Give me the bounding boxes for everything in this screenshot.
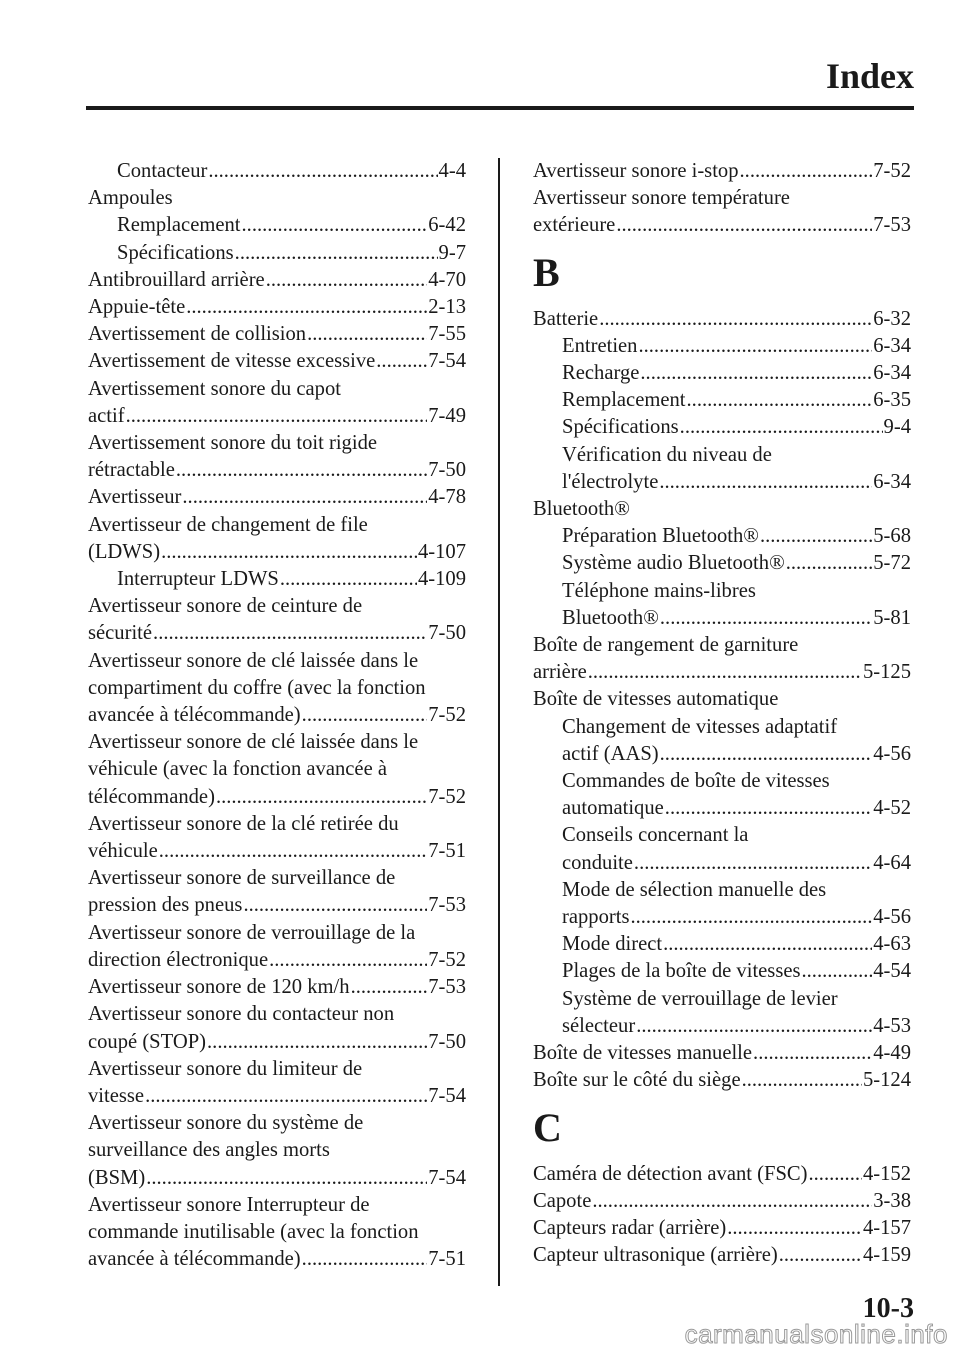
entry-page-number: 6-34 — [873, 334, 911, 357]
index-entry — [88, 920, 466, 947]
entry-label: rapports — [562, 906, 630, 929]
entry-label: Bluetooth® — [533, 498, 630, 521]
entry-label: Avertissement sonore du capot — [88, 377, 341, 400]
dot-leader — [126, 403, 428, 430]
index-entry — [88, 675, 466, 702]
index-entry — [88, 1110, 466, 1137]
index-entry — [533, 632, 911, 659]
index-entry — [88, 1192, 466, 1219]
entry-label: Remplacement — [562, 389, 686, 412]
dot-leader — [302, 702, 428, 729]
entry-label: actif (AAS) — [562, 742, 659, 765]
dot-leader — [660, 741, 873, 768]
index-subentry — [88, 212, 466, 239]
entry-label: Avertisseur sonore de surveillance de — [88, 867, 396, 890]
dot-leader — [376, 348, 427, 375]
dot-leader — [630, 904, 872, 931]
dot-leader — [616, 212, 872, 239]
entry-page-number: 4-157 — [862, 1216, 911, 1239]
entry-page-number: 7-52 — [428, 704, 466, 727]
entry-page-number: 6-42 — [428, 214, 466, 237]
dot-leader — [186, 294, 427, 321]
entry-page-number: 4-64 — [873, 851, 911, 874]
dot-leader — [753, 1040, 872, 1067]
entry-label: Ampoules — [88, 187, 173, 210]
entry-label: actif — [88, 404, 125, 427]
index-subentry — [533, 768, 911, 795]
dot-leader — [307, 321, 427, 348]
index-entry — [88, 838, 466, 865]
index-entry — [88, 1029, 466, 1056]
entry-label: Antibrouillard arrière — [88, 268, 265, 291]
entry-page-number: 9-7 — [438, 241, 466, 264]
entry-label: Avertisseur sonore Interrupteur de — [88, 1193, 370, 1216]
entry-label: sélecteur — [562, 1014, 636, 1037]
index-entry — [533, 686, 911, 713]
entry-page-number: 7-49 — [428, 404, 466, 427]
entry-page-number: 7-53 — [428, 976, 466, 999]
entry-page-number: 7-53 — [873, 214, 911, 237]
index-subentry — [88, 566, 466, 593]
index-entry — [88, 1083, 466, 1110]
index-subentry — [533, 578, 911, 605]
entry-label: l'électrolyte — [562, 470, 659, 493]
entry-page-number: 4-4 — [438, 160, 466, 182]
index-entry — [88, 593, 466, 620]
entry-page-number: 4-70 — [428, 268, 466, 291]
index-entry — [88, 811, 466, 838]
column-divider — [498, 158, 500, 1286]
entry-page-number: 7-55 — [428, 323, 466, 346]
entry-label: Boîte de vitesses manuelle — [533, 1042, 753, 1065]
entry-page-number: 6-35 — [873, 389, 911, 412]
entry-page-number: 3-38 — [873, 1189, 911, 1212]
entry-page-number: 6-34 — [873, 362, 911, 385]
index-subentry — [533, 550, 911, 577]
index-subentry — [533, 714, 911, 741]
entry-label: rétractable — [88, 459, 175, 482]
dot-leader — [266, 267, 428, 294]
entry-label: Mode de sélection manuelle des — [562, 878, 827, 901]
index-entry — [88, 784, 466, 811]
index-entry — [88, 974, 466, 1001]
entry-label: Avertisseur sonore du limiteur de — [88, 1057, 363, 1080]
entry-label: direction électronique — [88, 948, 269, 971]
dot-leader — [182, 484, 427, 511]
entry-page-number: 4-54 — [873, 960, 911, 983]
entry-page-number: 2-13 — [428, 296, 466, 319]
dot-leader — [159, 838, 427, 865]
index-entry — [88, 185, 466, 212]
entry-page-number: 4-152 — [862, 1162, 911, 1185]
entry-label: Système de verrouillage de levier — [562, 987, 838, 1010]
entry-label: avancée à télécommande) — [88, 704, 301, 727]
entry-page-number: 7-54 — [428, 350, 466, 373]
entry-label: Avertisseur sonore de la clé retirée du — [88, 812, 399, 835]
entry-label: véhicule — [88, 840, 158, 863]
page-title: Index — [825, 56, 914, 96]
dot-leader — [599, 306, 872, 333]
entry-label: Avertisseur de changement de file — [88, 513, 368, 536]
entry-label: Appuie-tête — [88, 296, 186, 319]
entry-label: véhicule (avec la fonction avancée à — [88, 758, 388, 781]
index-subentry — [533, 414, 911, 441]
dot-leader — [351, 974, 428, 1001]
entry-label: Bluetooth® — [562, 606, 659, 629]
entry-label: Vérification du niveau de — [562, 443, 772, 466]
entry-page-number: 4-63 — [873, 933, 911, 956]
index-entry — [88, 729, 466, 756]
dot-leader — [779, 1242, 862, 1269]
index-entry — [533, 212, 911, 239]
entry-label: Boîte de rangement de garniture — [533, 634, 799, 657]
entry-page-number: 7-52 — [873, 160, 911, 182]
entry-label: Avertisseur sonore de clé laissée dans le — [88, 649, 419, 672]
entry-label: (LDWS) — [88, 540, 161, 563]
entry-label: avancée à télécommande) — [88, 1248, 301, 1271]
entry-page-number: 6-34 — [873, 470, 911, 493]
dot-leader — [588, 659, 862, 686]
dot-leader — [665, 795, 872, 822]
entry-label: coupé (STOP) — [88, 1030, 207, 1053]
dot-leader — [680, 414, 883, 441]
index-entry — [533, 158, 911, 185]
dot-leader — [153, 620, 427, 647]
entry-label: surveillance des angles morts — [88, 1139, 330, 1162]
section-letter: B — [533, 249, 560, 295]
entry-label: Entretien — [562, 334, 638, 357]
entry-label: Mode direct — [562, 933, 663, 956]
entry-page-number: 4-78 — [428, 486, 466, 509]
entry-page-number: 7-50 — [428, 1030, 466, 1053]
index-entry — [88, 348, 466, 375]
index-subentry — [533, 469, 911, 496]
index-entry — [533, 1242, 911, 1269]
entry-label: Batterie — [533, 307, 599, 330]
index-entry — [88, 376, 466, 403]
index-entry — [88, 294, 466, 321]
dot-leader — [176, 457, 427, 484]
index-entry — [88, 1056, 466, 1083]
index-entry — [533, 1188, 911, 1215]
index-entry — [88, 756, 466, 783]
index-subentry — [533, 1013, 911, 1040]
index-entry — [533, 659, 911, 686]
entry-label: compartiment du coffre (avec la fonction — [88, 676, 426, 699]
dot-leader — [216, 784, 427, 811]
entry-page-number: 5-68 — [873, 525, 911, 548]
dot-leader — [161, 539, 417, 566]
entry-label: Avertisseur sonore de ceinture de — [88, 595, 363, 618]
index-entry — [533, 1161, 911, 1188]
index-entry — [88, 321, 466, 348]
entry-label: Capteurs radar (arrière) — [533, 1216, 727, 1239]
index-entry — [88, 1165, 466, 1192]
entry-label: Changement de vitesses adaptatif — [562, 715, 838, 738]
entry-page-number: 7-54 — [428, 1084, 466, 1107]
entry-page-number: 9-4 — [883, 416, 911, 439]
index-subentry — [533, 877, 911, 904]
index-subentry — [533, 986, 911, 1013]
entry-label: Caméra de détection avant (FSC) — [533, 1162, 808, 1185]
entry-page-number: 7-53 — [428, 894, 466, 917]
entry-label: Téléphone mains-libres — [562, 579, 756, 602]
entry-label: Capote — [533, 1189, 592, 1212]
entry-label: Avertisseur sonore de verrouillage de la — [88, 921, 416, 944]
entry-label: Avertisseur sonore de clé laissée dans le — [88, 731, 419, 754]
entry-page-number: 4-159 — [862, 1244, 911, 1267]
index-subentry — [533, 387, 911, 414]
entry-label: Avertisseur sonore du contacteur non — [88, 1003, 395, 1026]
index-entry — [88, 1137, 466, 1164]
index-subentry — [533, 931, 911, 958]
entry-label: pression des pneus — [88, 894, 243, 917]
index-subentry — [533, 958, 911, 985]
entry-label: sécurité — [88, 622, 153, 645]
index-entry — [533, 306, 911, 333]
entry-label: Avertissement sonore du toit rigide — [88, 432, 378, 455]
entry-label: Avertissement de collision — [88, 323, 307, 346]
dot-leader — [740, 158, 873, 185]
index-subentry — [88, 158, 466, 185]
entry-label: Boîte de vitesses automatique — [533, 688, 779, 711]
dot-leader — [208, 158, 437, 185]
entry-label: Contacteur — [117, 160, 208, 182]
index-subentry — [533, 442, 911, 469]
dot-leader — [280, 566, 417, 593]
entry-page-number: 7-50 — [428, 622, 466, 645]
dot-leader — [760, 523, 872, 550]
index-entry — [88, 1001, 466, 1028]
index-subentry — [533, 850, 911, 877]
entry-label: Avertissement de vitesse excessive — [88, 350, 376, 373]
dot-leader — [659, 469, 872, 496]
entry-page-number: 5-81 — [873, 606, 911, 629]
dot-leader — [243, 892, 427, 919]
entry-label: Boîte sur le côté du siège — [533, 1069, 741, 1092]
header-rule — [86, 106, 914, 110]
index-column-right — [533, 158, 911, 1269]
entry-label: Conseils concernant la — [562, 824, 749, 847]
entry-label: Remplacement — [117, 214, 241, 237]
entry-label: automatique — [562, 797, 664, 820]
entry-label: Avertisseur sonore i-stop — [533, 160, 739, 182]
dot-leader — [687, 387, 873, 414]
dot-leader — [235, 240, 438, 267]
entry-label: Spécifications — [562, 416, 679, 439]
index-entry — [88, 620, 466, 647]
entry-label: Spécifications — [117, 241, 234, 264]
index-entry — [88, 648, 466, 675]
entry-label: Commandes de boîte de vitesses — [562, 770, 830, 793]
entry-page-number: 4-109 — [417, 568, 466, 591]
entry-label: vitesse — [88, 1084, 145, 1107]
dot-leader — [302, 1246, 428, 1273]
dot-leader — [269, 947, 427, 974]
dot-leader — [786, 550, 873, 577]
dot-leader — [660, 605, 872, 632]
entry-page-number: 7-51 — [428, 1248, 466, 1271]
section-letter: C — [533, 1104, 562, 1150]
entry-page-number: 5-124 — [862, 1069, 911, 1092]
index-entry — [88, 702, 466, 729]
index-subentry — [533, 523, 911, 550]
entry-page-number: 7-50 — [428, 459, 466, 482]
entry-page-number: 4-52 — [873, 797, 911, 820]
index-entry — [533, 185, 911, 212]
index-entry — [88, 457, 466, 484]
index-subentry — [533, 333, 911, 360]
entry-label: extérieure — [533, 214, 616, 237]
index-entry — [88, 1246, 466, 1273]
index-entry — [533, 1040, 911, 1067]
index-entry — [88, 947, 466, 974]
index-subentry — [533, 605, 911, 632]
index-entry — [533, 1067, 911, 1094]
index-entry — [533, 496, 911, 523]
index-subentry — [88, 240, 466, 267]
entry-page-number: 4-53 — [873, 1014, 911, 1037]
dot-leader — [592, 1188, 872, 1215]
entry-page-number: 5-72 — [873, 552, 911, 575]
index-entry — [88, 1219, 466, 1246]
entry-label: (BSM) — [88, 1166, 146, 1189]
dot-leader — [802, 958, 873, 985]
entry-page-number: 4-56 — [873, 742, 911, 765]
dot-leader — [636, 1013, 872, 1040]
dot-leader — [207, 1029, 427, 1056]
index-entry — [88, 430, 466, 457]
dot-leader — [640, 360, 872, 387]
entry-label: télécommande) — [88, 785, 215, 808]
dot-leader — [742, 1067, 862, 1094]
entry-page-number: 7-51 — [428, 840, 466, 863]
entry-label: Plages de la boîte de vitesses — [562, 960, 801, 983]
entry-page-number: 5-125 — [862, 661, 911, 684]
entry-page-number: 4-107 — [417, 540, 466, 563]
index-subentry — [533, 741, 911, 768]
dot-leader — [809, 1161, 862, 1188]
entry-page-number: 7-52 — [428, 785, 466, 808]
entry-label: Système audio Bluetooth® — [562, 552, 785, 575]
index-entry — [88, 484, 466, 511]
index-entry — [88, 267, 466, 294]
entry-label: Avertisseur sonore température — [533, 187, 790, 210]
index-entry — [88, 539, 466, 566]
entry-page-number: 4-56 — [873, 906, 911, 929]
dot-leader — [146, 1165, 427, 1192]
index-column-left — [88, 158, 466, 1273]
index-subentry — [533, 795, 911, 822]
index-subentry — [533, 822, 911, 849]
index-entry — [88, 512, 466, 539]
entry-page-number: 7-54 — [428, 1166, 466, 1189]
dot-leader — [242, 212, 428, 239]
entry-label: Avertisseur — [88, 486, 182, 509]
dot-leader — [638, 333, 872, 360]
entry-label: Avertisseur sonore du système de — [88, 1112, 364, 1135]
index-entry — [533, 1215, 911, 1242]
dot-leader — [727, 1215, 862, 1242]
entry-label: Capteur ultrasonique (arrière) — [533, 1244, 778, 1267]
entry-label: Préparation Bluetooth® — [562, 525, 759, 548]
entry-label: conduite — [562, 851, 633, 874]
index-subentry — [533, 360, 911, 387]
index-entry — [88, 403, 466, 430]
entry-page-number: 6-32 — [873, 307, 911, 330]
index-entry — [88, 865, 466, 892]
entry-label: commande inutilisable (avec la fonction — [88, 1220, 419, 1243]
index-entry — [88, 892, 466, 919]
entry-label: Recharge — [562, 362, 640, 385]
page-number: 10-3 — [862, 1293, 914, 1324]
index-subentry — [533, 904, 911, 931]
entry-label: Interrupteur LDWS — [117, 568, 279, 591]
dot-leader — [663, 931, 872, 958]
dot-leader — [634, 850, 872, 877]
entry-page-number: 4-49 — [873, 1042, 911, 1065]
entry-label: arrière — [533, 661, 587, 684]
dot-leader — [145, 1083, 427, 1110]
entry-page-number: 7-52 — [428, 948, 466, 971]
watermark: carmanualsonline.info — [684, 1319, 948, 1349]
entry-label: Avertisseur sonore de 120 km/h — [88, 976, 350, 999]
